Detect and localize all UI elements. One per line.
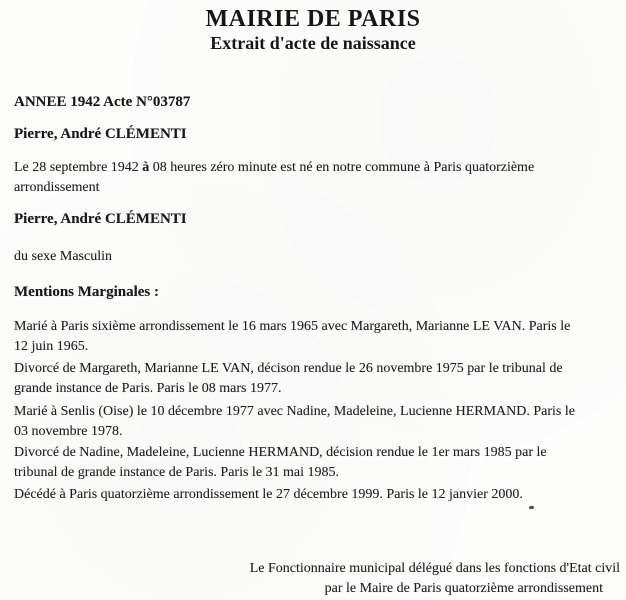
mention-line: Marié à Paris sixième arrondissement le 16 mars 1965 avec Margareth, Marianne LE VAN. Paris le xyxy=(14,319,571,334)
birth-statement-text-post: 08 heures zéro minute est né en notre commune à Paris quatorzième xyxy=(149,160,535,175)
person-name: Pierre, André CLÉMENTI xyxy=(14,126,187,142)
mention-line: Marié à Senlis (Oise) le 10 décembre 1977 avec Nadine, Madeleine, Lucienne HERMAND. Paris le xyxy=(14,404,575,419)
scan-speck xyxy=(529,506,534,510)
birth-statement-text-pre: Le 28 septembre 1942 xyxy=(14,160,143,175)
mention-line: Divorcé de Nadine, Madeleine, Lucienne HERMAND, décision rendue le 1er mars 1985 par le xyxy=(14,445,547,460)
mention-marriage-1 xyxy=(14,317,616,357)
birth-statement-line1 xyxy=(14,158,616,178)
mention-line: Divorcé de Margareth, Marianne LE VAN, décison rendue le 26 novembre 1975 par le tribunal de xyxy=(14,361,563,376)
marginal-mentions-heading: Mentions Marginales : xyxy=(14,284,159,300)
mention-line: grande instance de Paris. Paris le 08 mars 1977. xyxy=(14,381,282,396)
signature-line1: Le Fonctionnaire municipal délégué dans les fonctions d'Etat civil xyxy=(249,561,620,576)
mention-divorce-2 xyxy=(14,443,616,483)
person-name-repeat: Pierre, André CLÉMENTI xyxy=(14,211,187,227)
mention-divorce-1 xyxy=(14,359,616,399)
document-title: MAIRIE DE PARIS xyxy=(205,6,421,32)
signature-line2: par le Maire de Paris quatorzième arrondissement xyxy=(324,581,603,596)
mention-line: 12 juin 1965. xyxy=(14,339,89,354)
sex-line: du sexe Masculin xyxy=(14,249,112,264)
act-number-line: ANNEE 1942 Acte N°03787 xyxy=(14,94,191,110)
mention-marriage-2 xyxy=(14,402,616,442)
birth-statement-line2: arrondissement xyxy=(14,180,100,195)
birth-statement-bold-a: à xyxy=(142,160,150,175)
mention-line: 03 novembre 1978. xyxy=(14,424,123,439)
mention-line: Décédé à Paris quatorzième arrondissement le 27 décembre 1999. Paris le 12 janvier 2000. xyxy=(14,487,523,502)
birth-statement xyxy=(14,158,616,198)
document-subtitle: Extrait d'acte de naissance xyxy=(210,33,416,53)
mention-death xyxy=(14,485,616,505)
signature-block xyxy=(250,559,620,599)
mention-line: tribunal de grande instance de Paris. Paris le 31 mai 1985. xyxy=(14,465,340,480)
